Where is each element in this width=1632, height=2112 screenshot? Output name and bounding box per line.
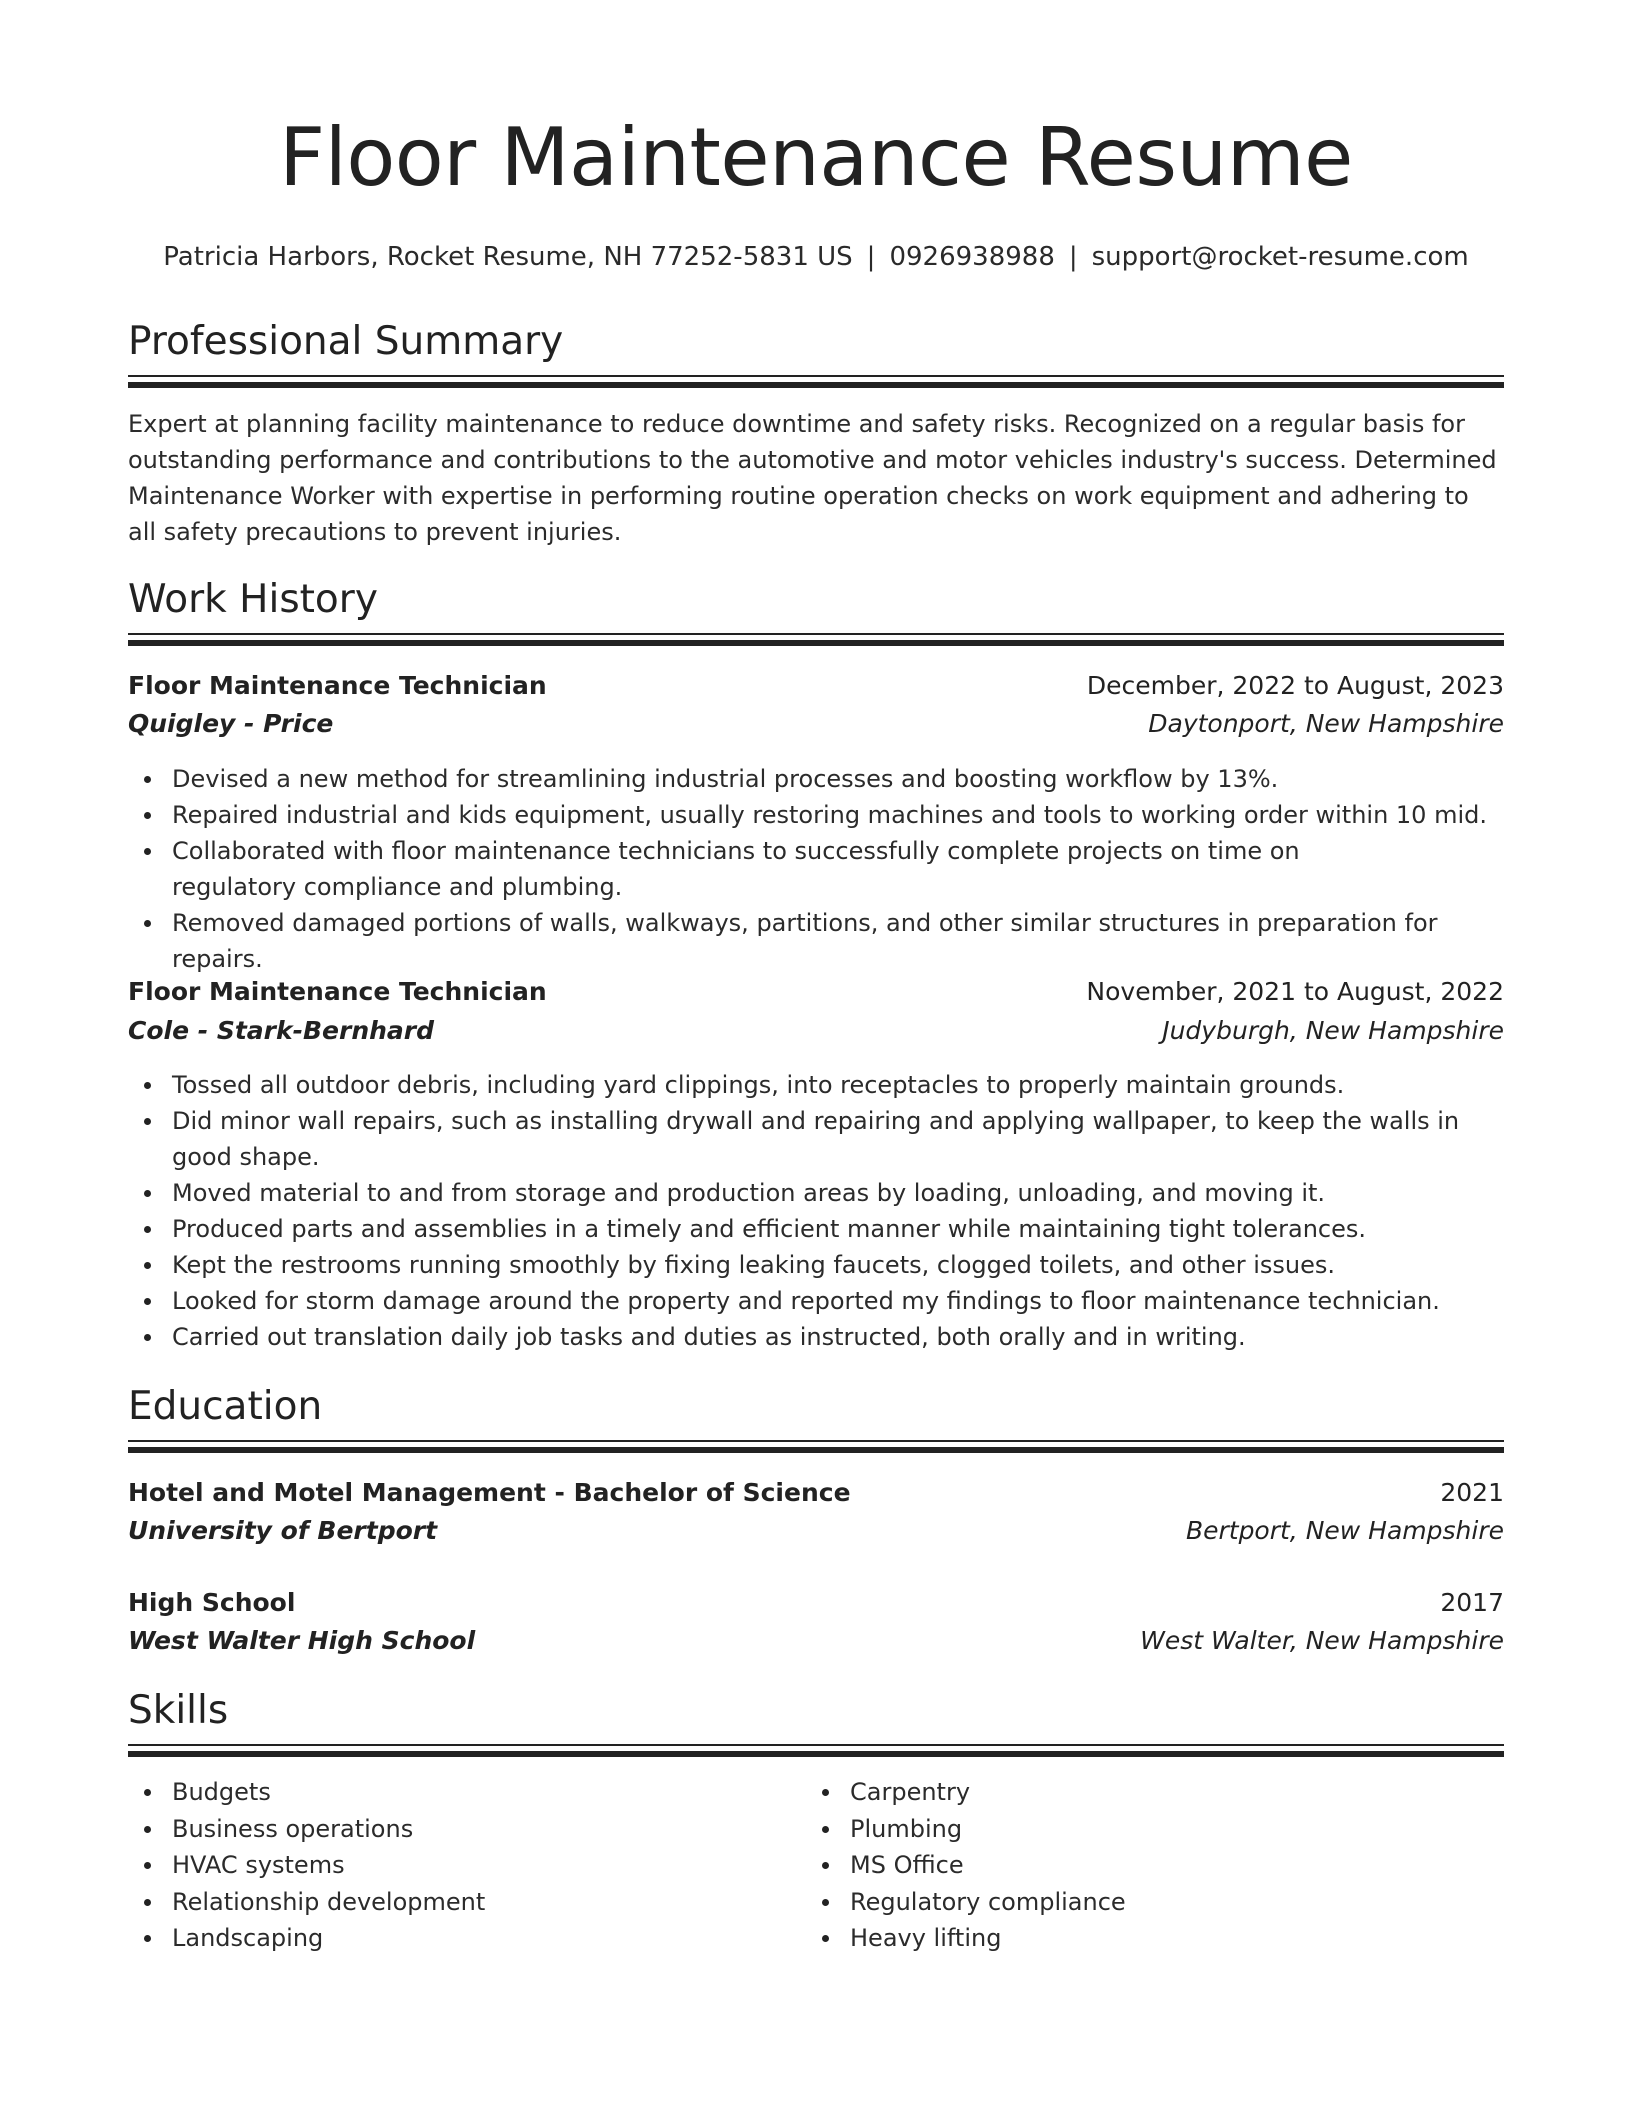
- contact-email: support@rocket-resume.com: [1091, 242, 1469, 272]
- education-heading: Education: [128, 1384, 323, 1429]
- list-item: Regulatory compliance: [806, 1884, 1466, 1921]
- skills-list-left: [128, 1774, 788, 1957]
- education-subheader: [128, 1623, 1504, 1659]
- work-heading: Work History: [128, 577, 378, 622]
- job-subheader: [128, 1013, 1504, 1049]
- section-divider: [128, 375, 1504, 388]
- education-location: West Walter, New Hampshire: [1140, 1626, 1504, 1655]
- document-title: Floor Maintenance Resume: [279, 111, 1353, 204]
- list-item: Heavy lifting: [806, 1920, 1466, 1957]
- section-divider: [128, 1744, 1504, 1757]
- education-year: 2021: [1440, 1478, 1504, 1507]
- job-header: [128, 668, 1504, 704]
- contact-address: Patricia Harbors, Rocket Resume, NH 77252-5831 US: [163, 242, 853, 272]
- list-item: Business operations: [128, 1811, 788, 1848]
- contact-separator: |: [866, 242, 876, 272]
- job-bullet-list: [128, 1067, 1504, 1355]
- contact-phone: 0926938988: [889, 242, 1055, 272]
- education-subheader: [128, 1513, 1504, 1549]
- list-item: Looked for storm damage around the property and reported my findings to floor maintenance technician.: [128, 1283, 1504, 1319]
- list-item: Moved material to and from storage and production areas by loading, unloading, and moving it.: [128, 1175, 1504, 1211]
- summary-section-heading: [128, 318, 1504, 366]
- summary-heading: Professional Summary: [128, 319, 564, 364]
- job-location: Judyburgh, New Hampshire: [1162, 1016, 1504, 1045]
- job-subheader: [128, 706, 1504, 742]
- education-degree: High School: [128, 1588, 296, 1617]
- list-item: Tossed all outdoor debris, including yard clippings, into receptacles to properly maintain grounds.: [128, 1067, 1504, 1103]
- education-location: Bertport, New Hampshire: [1185, 1516, 1504, 1545]
- education-section-heading: [128, 1383, 1504, 1431]
- list-item: Did minor wall repairs, such as installing drywall and repairing and applying wallpaper, to keep the walls in good shape.: [128, 1103, 1504, 1175]
- job-title: Floor Maintenance Technician: [128, 671, 547, 700]
- list-item: Devised a new method for streamlining industrial processes and boosting workflow by 13%.: [128, 761, 1504, 797]
- skills-heading: Skills: [128, 1688, 229, 1733]
- list-item: Relationship development: [128, 1884, 788, 1921]
- job-location: Daytonport, New Hampshire: [1148, 709, 1504, 738]
- list-item: HVAC systems: [128, 1847, 788, 1884]
- list-item: Kept the restrooms running smoothly by fixing leaking faucets, clogged toilets, and other issues.: [128, 1247, 1504, 1283]
- list-item: Repaired industrial and kids equipment, usually restoring machines and tools to working order within 10 mid.: [128, 797, 1504, 833]
- list-item: Carried out translation daily job tasks and duties as instructed, both orally and in writing.: [128, 1319, 1504, 1355]
- summary-text: Expert at planning facility maintenance to reduce downtime and safety risks. Recognized on a regular basis for outstanding performance and contributions to the automotive and motor vehicles industry's success. Determined Maintenance Worker with expertise in performing routine operation checks on work equipment and adhering to all safety precautions to prevent injuries.: [128, 410, 1497, 546]
- list-item: Collaborated with floor maintenance technicians to successfully complete projects on time on regulatory compliance and plumbing.: [128, 833, 1504, 905]
- job-dates: November, 2021 to August, 2022: [1086, 977, 1504, 1006]
- education-school: University of Bertport: [128, 1516, 438, 1545]
- list-item: Produced parts and assemblies in a timely and efficient manner while maintaining tight tolerances.: [128, 1211, 1504, 1247]
- job-company: Quigley - Price: [128, 709, 334, 738]
- section-divider: [128, 633, 1504, 646]
- contact-line: [88, 239, 1544, 275]
- skills-list-right: [806, 1774, 1466, 1957]
- list-item: Landscaping: [128, 1920, 788, 1957]
- work-section-heading: [128, 576, 1504, 624]
- list-item: Carpentry: [806, 1774, 1466, 1811]
- job-company: Cole - Stark-Bernhard: [128, 1016, 435, 1045]
- list-item: Plumbing: [806, 1811, 1466, 1848]
- list-item: Removed damaged portions of walls, walkways, partitions, and other similar structures in preparation for repairs.: [128, 905, 1504, 977]
- contact-separator: |: [1068, 242, 1078, 272]
- education-header: [128, 1585, 1504, 1621]
- section-divider: [128, 1440, 1504, 1453]
- job-header: [128, 974, 1504, 1010]
- list-item: Budgets: [128, 1774, 788, 1811]
- education-year: 2017: [1440, 1588, 1504, 1617]
- skills-section-heading: [128, 1687, 1504, 1735]
- education-header: [128, 1475, 1504, 1511]
- job-bullet-list: [128, 761, 1504, 977]
- job-dates: December, 2022 to August, 2023: [1086, 671, 1504, 700]
- education-degree: Hotel and Motel Management - Bachelor of Science: [128, 1478, 851, 1507]
- list-item: MS Office: [806, 1847, 1466, 1884]
- education-school: West Walter High School: [128, 1626, 476, 1655]
- job-title: Floor Maintenance Technician: [128, 977, 547, 1006]
